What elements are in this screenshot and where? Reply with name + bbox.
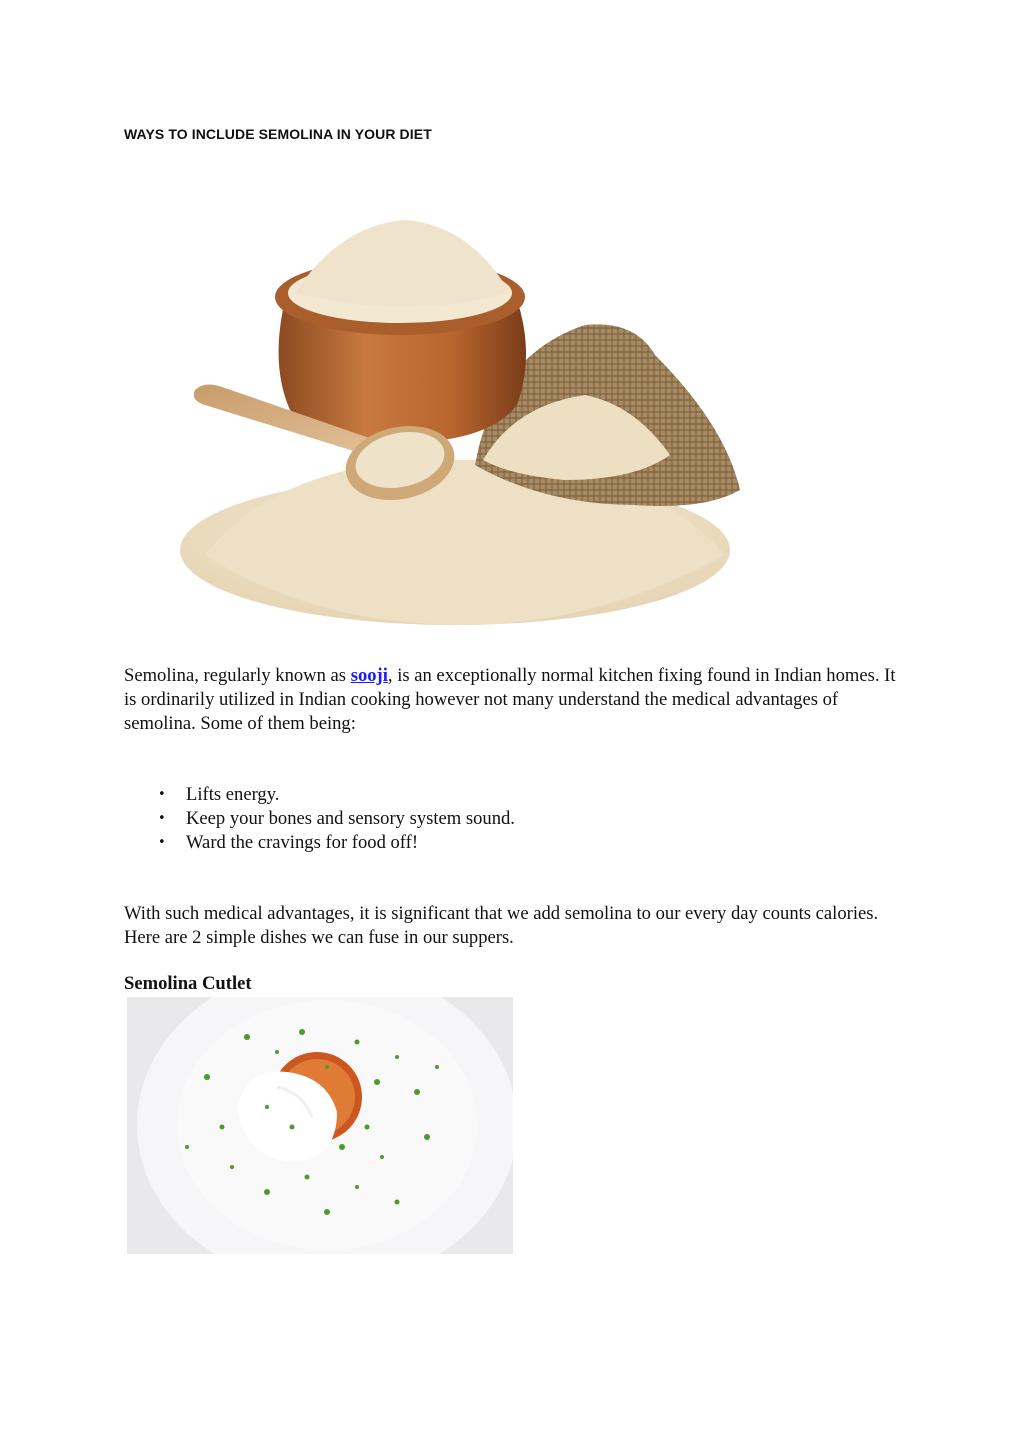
sooji-link[interactable]: sooji: [350, 665, 388, 686]
bullet-icon: •: [158, 811, 166, 826]
list-item: [124, 831, 515, 855]
intro-text-end: , is an exceptionally normal kitchen fixing found in Indian homes. It is ordinarily utilized in Indian cooking however not many understand the medical advantages of semolina. Some of them being:: [124, 665, 896, 734]
intro-paragraph: [124, 664, 904, 736]
list-item-text: Ward the cravings for food off!: [186, 832, 419, 853]
page-title: WAYS TO INCLUDE SEMOLINA IN YOUR DIET: [124, 126, 432, 142]
benefits-list: [124, 783, 515, 855]
bullet-icon: •: [158, 835, 166, 850]
list-item: [124, 807, 515, 831]
list-item-text: Keep your bones and sensory system sound.: [186, 808, 515, 829]
list-item-text: Lifts energy.: [186, 784, 280, 805]
list-item: [124, 783, 515, 807]
conclusion-paragraph: With such medical advantages, it is significant that we add semolina to our every day counts calories. Here are 2 simple dishes we can fuse in our suppers.: [124, 903, 879, 948]
intro-text-start: Semolina, regularly known as: [124, 665, 351, 686]
recipe-title: Semolina Cutlet: [124, 973, 252, 994]
semolina-hero-image: [165, 205, 765, 645]
bullet-icon: •: [158, 787, 166, 802]
semolina-cutlet-image: [127, 997, 513, 1254]
